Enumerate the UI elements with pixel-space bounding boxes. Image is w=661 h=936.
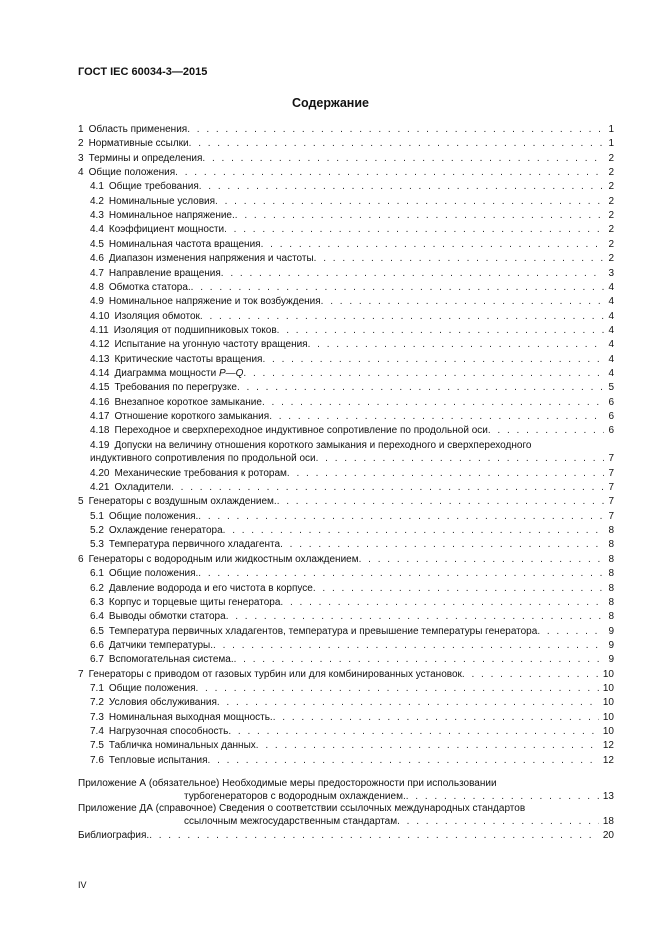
toc-entry-7[interactable] xyxy=(78,668,614,681)
toc-entry-page: 10 xyxy=(602,697,614,709)
toc-entry-text: Вспомогательная система. xyxy=(108,654,234,666)
toc-entry-page: 4 xyxy=(608,324,614,336)
toc-entry-page: 1 xyxy=(608,124,614,135)
toc-entry-text: Диаграмма мощности P—Q xyxy=(114,367,244,379)
toc-entry-number: 1 xyxy=(78,124,84,135)
toc-entry-7-2[interactable] xyxy=(90,696,614,709)
toc-entry-page: 2 xyxy=(608,167,614,179)
toc-entry-4-20[interactable] xyxy=(90,467,614,480)
toc-entry-number: 4.9 xyxy=(90,296,104,308)
toc-entry-6-4[interactable] xyxy=(90,610,614,623)
toc-entry-page: 4 xyxy=(608,310,614,322)
toc-entry-7-1[interactable] xyxy=(90,682,614,695)
dot-leader xyxy=(199,180,605,193)
toc-entry-4-10[interactable] xyxy=(90,310,614,323)
toc-entry-text: Давление водорода и его чистота в корпусе xyxy=(108,582,313,594)
toc-entry-text: Изоляция обмоток xyxy=(114,310,200,322)
annex-a-line1: Приложение А (обязательное) Необходимые меры предосторожности при использовании xyxy=(78,778,497,789)
toc-entry-4-5[interactable] xyxy=(90,238,614,251)
toc-entry-page: 6 xyxy=(608,425,614,437)
toc-entry-page: 2 xyxy=(608,210,614,222)
annex-a-page: 13 xyxy=(602,791,614,802)
toc-entry-text: Допуски на величину отношения короткого замыкания и переходного и сверхпереходного xyxy=(114,439,532,451)
toc-entry-text: Номинальное напряжение и ток возбуждения xyxy=(108,296,321,308)
toc-entry-text: Генераторы с воздушным охлаждением. xyxy=(88,496,277,508)
toc-entry-number: 4.12 xyxy=(90,339,110,351)
toc-entry-number: 6.5 xyxy=(90,625,104,637)
dot-leader xyxy=(262,396,604,409)
toc-entry-text: Общие требования xyxy=(108,181,199,193)
annex-a-line2: турбогенераторов с водородным охлаждением. xyxy=(184,791,406,802)
toc-entry-text: Номинальная частота вращения xyxy=(108,238,261,250)
toc-entry-text: Условия обслуживания xyxy=(108,697,217,709)
toc-entry-page: 7 xyxy=(608,482,614,494)
toc-entry-page: 10 xyxy=(602,711,614,723)
toc-entry-6-5[interactable] xyxy=(90,625,614,638)
toc-entry-page: 4 xyxy=(608,339,614,351)
dot-leader xyxy=(262,353,604,366)
toc-entry-page: 2 xyxy=(608,253,614,265)
toc-entry-text: Общие положения xyxy=(88,167,176,179)
toc-entry-page: 3 xyxy=(608,267,614,279)
toc-entry-number: 4.8 xyxy=(90,281,104,293)
dot-leader xyxy=(280,538,604,551)
toc-entry-text: Номинальная выходная мощность. xyxy=(108,711,273,723)
dot-leader xyxy=(187,123,604,136)
toc-entry-number: 4.1 xyxy=(90,181,104,193)
toc-entry-page: 2 xyxy=(608,152,614,164)
toc-entry-6-1[interactable] xyxy=(90,567,614,580)
toc-entry-number: 4.21 xyxy=(90,482,110,494)
toc-entry-number: 6 xyxy=(78,553,84,565)
annex-da-line2: ссылочным межгосударственным стандартам xyxy=(184,816,398,827)
dot-leader xyxy=(198,567,604,580)
toc-entry-page: 9 xyxy=(608,639,614,651)
dot-leader xyxy=(223,524,605,537)
annex-da-page: 18 xyxy=(602,816,614,827)
toc-entry-page: 8 xyxy=(608,596,614,608)
dot-leader xyxy=(217,696,599,709)
toc-entry-6-3[interactable] xyxy=(90,596,614,609)
toc-entry-number: 7.1 xyxy=(90,682,104,694)
dot-leader xyxy=(235,209,605,222)
toc-entry-text: Внезапное короткое замыкание xyxy=(114,396,262,408)
toc-entry-text: Механические требования к роторам xyxy=(114,467,287,479)
dot-leader xyxy=(149,829,599,842)
dot-leader xyxy=(191,281,605,294)
toc-entry-number: 4.13 xyxy=(90,353,110,365)
toc-entry-text: Датчики температуры. xyxy=(108,639,214,651)
toc-entry-7-5[interactable] xyxy=(90,739,614,752)
toc-entry-4-18[interactable] xyxy=(90,424,614,437)
toc-entry-number: 6.2 xyxy=(90,582,104,594)
toc-entry-text: Генераторы с приводом от газовых турбин или для комбинированных установок xyxy=(88,668,462,680)
toc-entry-6-2[interactable] xyxy=(90,582,614,595)
bibliography-page: 20 xyxy=(602,830,614,841)
toc-entry-page: 2 xyxy=(608,238,614,250)
toc-entry-4[interactable] xyxy=(78,166,614,179)
toc-entry-4-2[interactable] xyxy=(90,195,614,208)
toc-entry-4-14[interactable] xyxy=(90,367,614,380)
toc-entry-text: Номинальные условия xyxy=(108,195,216,207)
toc-entry-number: 4.15 xyxy=(90,382,110,394)
toc-entry-page: 2 xyxy=(608,195,614,207)
toc-entry-text: Направление вращения xyxy=(108,267,221,279)
toc-entry-text: Охлаждение генератора xyxy=(108,525,223,537)
toc-entry-7-4[interactable] xyxy=(90,725,614,738)
toc-entry-number: 6.4 xyxy=(90,611,104,623)
toc-entry-5[interactable] xyxy=(78,495,614,508)
dot-leader xyxy=(488,424,605,437)
toc-entry-page: 6 xyxy=(608,411,614,422)
toc-entry-4-1[interactable] xyxy=(90,180,614,193)
toc-entry-text: Требования по перегрузке xyxy=(114,382,237,394)
toc-entry-3[interactable] xyxy=(78,152,614,165)
toc-entry-page: 10 xyxy=(602,726,614,737)
toc-entry-number: 4.17 xyxy=(90,411,110,422)
toc-entry-6-7[interactable] xyxy=(90,653,614,666)
toc-entry-4-21[interactable] xyxy=(90,481,614,494)
toc-entry-number: 6.6 xyxy=(90,639,104,651)
dot-leader xyxy=(280,596,604,609)
toc-entry-number: 3 xyxy=(78,152,84,164)
toc-entry-text: Отношение короткого замыкания xyxy=(114,411,270,422)
toc-entry-6[interactable] xyxy=(78,553,614,566)
toc-entry-number: 5.1 xyxy=(90,510,104,522)
toc-annex-da[interactable] xyxy=(78,802,614,828)
toc-entry-text: Тепловые испытания xyxy=(108,754,208,766)
annex-da-line1: Приложение ДА (справочное) Сведения о соответствии ссылочных международных стандартов xyxy=(78,803,526,814)
dot-leader xyxy=(213,639,604,652)
dot-leader xyxy=(462,668,599,681)
toc-entry-number: 4.11 xyxy=(90,324,109,336)
toc-entry-4-15[interactable] xyxy=(90,381,614,394)
dot-leader xyxy=(316,452,605,465)
toc-entry-text: Нагрузочная способность xyxy=(108,726,229,737)
toc-entry-page: 8 xyxy=(608,611,614,623)
toc-entry-page: 4 xyxy=(608,367,614,379)
toc-entry-text: Номинальное напряжение. xyxy=(108,210,235,222)
toc-title: Содержание xyxy=(291,96,369,110)
toc-entry-4-19[interactable] xyxy=(90,439,614,465)
toc-entry-text: Нормативные ссылки xyxy=(88,138,189,150)
toc-entry-number: 7.4 xyxy=(90,726,104,737)
bibliography-label: Библиография. xyxy=(78,830,150,841)
toc-entry-page: 7 xyxy=(608,510,614,522)
dot-leader xyxy=(313,582,605,595)
dot-leader xyxy=(397,815,599,828)
toc-entry-page: 8 xyxy=(608,553,614,565)
dot-leader xyxy=(256,739,599,752)
toc-entry-4-12[interactable] xyxy=(90,338,614,351)
toc-entry-4-11[interactable] xyxy=(90,324,614,337)
toc-entry-number: 4.4 xyxy=(90,224,104,236)
toc-entry-number: 4.2 xyxy=(90,195,104,207)
toc-entry-4-13[interactable] xyxy=(90,353,614,366)
dot-leader xyxy=(171,481,604,494)
dot-leader xyxy=(234,653,605,666)
toc-entry-page: 12 xyxy=(602,754,614,766)
toc-entry-text: Корпус и торцевые щиты генератора xyxy=(108,596,281,608)
dot-leader xyxy=(228,725,599,738)
toc-entry-page: 4 xyxy=(608,281,614,293)
toc-entry-7-6[interactable] xyxy=(90,754,614,767)
toc-entry-page: 8 xyxy=(608,568,614,580)
toc-entry-page: 8 xyxy=(608,525,614,537)
toc-entry-page: 10 xyxy=(602,668,614,680)
dot-leader xyxy=(175,166,604,179)
toc-entry-number: 6.7 xyxy=(90,654,104,666)
toc-entry-4-17[interactable] xyxy=(90,410,614,423)
toc-entry-number: 7.5 xyxy=(90,740,104,752)
dot-leader xyxy=(221,267,605,280)
toc-entry-text: Температура первичных хладагентов, температура и превышение температуры генератора xyxy=(108,625,538,637)
toc-entry-text: Диапазон изменения напряжения и частоты xyxy=(108,253,314,265)
toc-entry-number: 4.10 xyxy=(90,310,110,322)
toc-entry-7-3[interactable] xyxy=(90,711,614,724)
annex-da-line2-leader xyxy=(184,815,614,828)
toc-entry-text: Табличка номинальных данных xyxy=(108,740,256,752)
toc-entry-text: Обмотка статора. xyxy=(108,281,191,293)
toc-entry-page: 4 xyxy=(608,353,614,365)
toc-entry-continuation xyxy=(90,452,614,465)
toc-entry-page: 7 xyxy=(608,496,614,508)
dot-leader xyxy=(277,324,605,337)
toc-entry-4-6[interactable] xyxy=(90,252,614,265)
toc-entry-page: 2 xyxy=(608,181,614,193)
toc-entry-number: 7.2 xyxy=(90,697,104,709)
toc-entry-text: Температура первичного хладагента xyxy=(108,539,281,551)
toc-entry-page: 7 xyxy=(608,452,614,464)
dot-leader xyxy=(208,754,599,767)
dot-leader xyxy=(243,367,604,380)
dot-leader xyxy=(308,338,605,351)
toc-entry-text: Переходное и сверхпереходное индуктивное сопротивление по продольной оси xyxy=(114,425,488,437)
toc-entry-text: Генераторы с водородным или жидкостным охлаждением xyxy=(88,553,359,565)
toc-entry-1[interactable] xyxy=(78,123,614,136)
toc-entry-text: Выводы обмотки статора xyxy=(108,611,226,623)
toc-entry-number: 5 xyxy=(78,496,84,508)
dot-leader xyxy=(200,310,605,323)
dot-leader xyxy=(198,510,604,523)
toc-entry-number: 4.6 xyxy=(90,253,104,265)
toc-entry-number: 4.19 xyxy=(90,439,110,451)
toc-entry-page: 12 xyxy=(602,740,614,752)
toc-entry-2[interactable] xyxy=(78,137,614,150)
toc-entry-text: Общие положения xyxy=(108,682,196,694)
toc-annex-a[interactable] xyxy=(78,777,614,803)
toc-entry-number: 4.3 xyxy=(90,210,104,222)
dot-leader xyxy=(226,610,605,623)
dot-leader xyxy=(314,252,605,265)
toc-entry-page: 2 xyxy=(608,224,614,236)
toc-entry-number: 4.18 xyxy=(90,425,110,437)
page-number: IV xyxy=(78,880,87,890)
toc-entry-text: Общие положения. xyxy=(108,568,199,580)
toc-entry-number: 4.20 xyxy=(90,467,110,479)
toc-entry-4-4[interactable] xyxy=(90,223,614,236)
toc-entry-number: 6.1 xyxy=(90,568,104,580)
toc-entry-number: 4.14 xyxy=(90,367,110,379)
document-header: ГОСТ IEC 60034-3—2015 xyxy=(78,66,208,78)
toc-entry-4-3[interactable] xyxy=(90,209,614,222)
toc-entry-text: Общие положения. xyxy=(108,510,199,522)
toc-entry-4-8[interactable] xyxy=(90,281,614,294)
dot-leader xyxy=(189,137,605,150)
toc-entry-number: 4 xyxy=(78,167,84,179)
toc-entry-text: Охладители xyxy=(114,482,172,494)
toc-entry-4-16[interactable] xyxy=(90,396,614,409)
dot-leader xyxy=(215,195,604,208)
toc-entry-text: Термины и определения xyxy=(88,152,203,164)
toc-entry-page: 10 xyxy=(602,682,614,694)
dot-leader xyxy=(359,553,605,566)
dot-leader xyxy=(273,711,599,724)
dot-leader xyxy=(202,152,604,165)
toc-entry-number: 4.7 xyxy=(90,267,104,279)
toc-entry-page: 8 xyxy=(608,539,614,551)
dot-leader xyxy=(287,467,605,480)
dot-leader xyxy=(261,238,605,251)
toc-entry-page: 1 xyxy=(608,138,614,150)
toc-entry-5-2[interactable] xyxy=(90,524,614,537)
dot-leader xyxy=(537,625,604,638)
toc-entry-6-6[interactable] xyxy=(90,639,614,652)
toc-entry-page: 9 xyxy=(608,625,614,637)
toc-entry-number: 5.3 xyxy=(90,539,104,551)
toc-entry-text: Область применения xyxy=(88,124,188,135)
dot-leader xyxy=(237,381,604,394)
toc-entry-5-1[interactable] xyxy=(90,510,614,523)
toc-entry-number: 4.16 xyxy=(90,396,110,408)
toc-entry-number: 7.3 xyxy=(90,711,104,723)
toc-entry-text: Испытание на угонную частоту вращения xyxy=(114,339,308,351)
toc-entry-page: 7 xyxy=(608,467,614,479)
dot-leader xyxy=(196,682,599,695)
toc-entry-5-3[interactable] xyxy=(90,538,614,551)
toc-entry-number: 7 xyxy=(78,668,84,680)
toc-entry-text: индуктивного сопротивления по продольной оси xyxy=(90,452,316,464)
dot-leader xyxy=(269,410,604,423)
toc-entry-number: 4.5 xyxy=(90,238,104,250)
toc-entry-number: 7.6 xyxy=(90,754,104,766)
dot-leader xyxy=(224,223,604,236)
toc-bibliography[interactable] xyxy=(78,829,614,842)
toc-entry-page: 9 xyxy=(608,654,614,666)
toc-entry-text: Коэффициент мощности xyxy=(108,224,225,236)
toc-entry-page: 6 xyxy=(608,396,614,408)
toc-entry-4-7[interactable] xyxy=(90,267,614,280)
formula-pq: P—Q xyxy=(218,367,244,379)
toc-entry-page: 4 xyxy=(608,296,614,308)
toc-entry-text: Критические частоты вращения xyxy=(114,353,263,365)
toc-entry-page: 8 xyxy=(608,582,614,594)
toc-entry-text: Изоляция от подшипниковых токов xyxy=(113,324,277,336)
toc-entry-number: 2 xyxy=(78,138,84,150)
toc-entry-4-9[interactable] xyxy=(90,295,614,308)
dot-leader xyxy=(321,295,605,308)
toc-entry-number: 6.3 xyxy=(90,596,104,608)
toc-entry-number: 5.2 xyxy=(90,525,104,537)
toc-entry-page: 5 xyxy=(608,382,614,394)
dot-leader xyxy=(277,495,605,508)
